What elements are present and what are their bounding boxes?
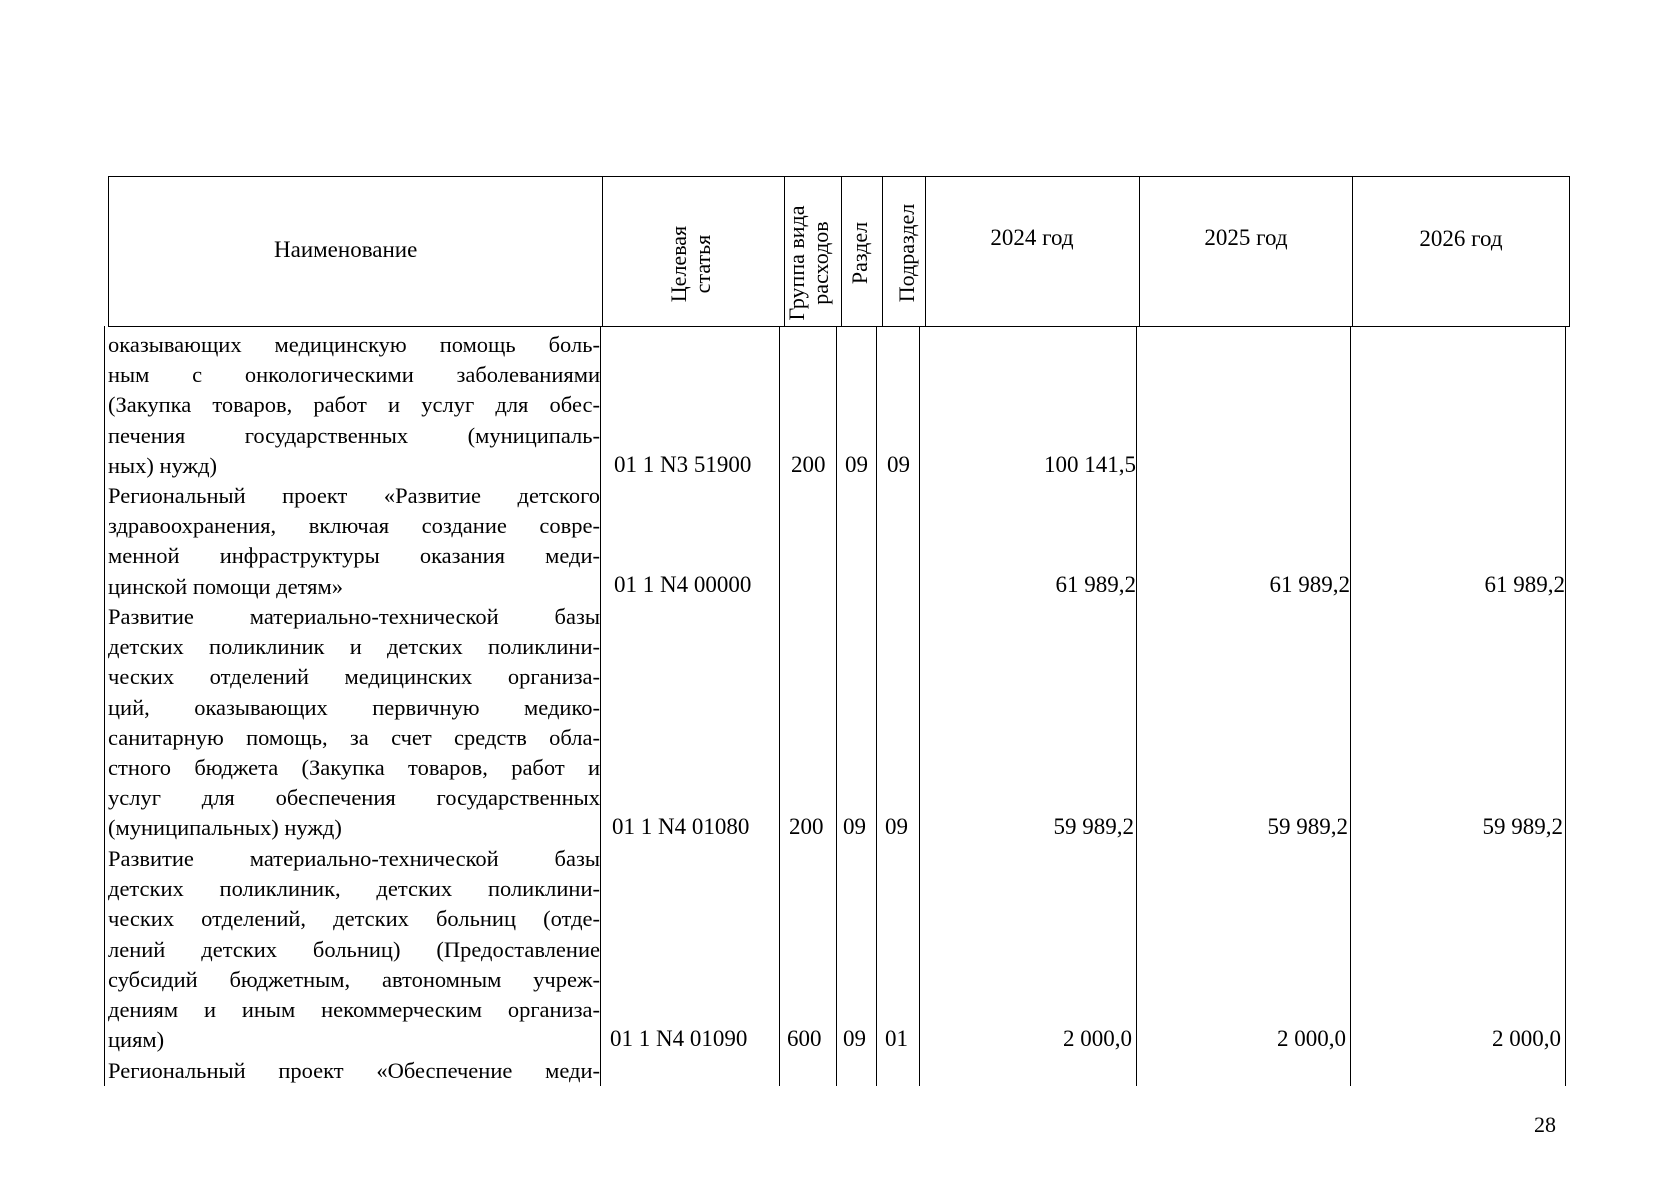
table-row-name: Региональный проект «Развитие детского здравоохранения, включая создание совре- менной инфраструктуры оказания меди- цинской помощи детям» [108,483,600,599]
header-target-article: Целевая статья [666,225,715,303]
table-row-name: Региональный проект «Обеспечение меди- [108,1058,600,1083]
row-section: 09 [843,814,866,839]
table-row-name: Развитие материально-технической базы детских поликлиник и детских поликлини- ческих отделений медицинских организа- ций, оказывающих первичную медико- санитарную помощь, за счет средств обла- стного бюджета (Закупка товаров, работ и услуг для обеспечения государственных (муниципальных) нужд) [108,604,600,841]
row-code: 01 1 N4 00000 [614,572,752,597]
row-amount-2025: 59 989,2 [1267,814,1348,839]
header-divider [925,176,926,327]
header-year-2024: 2024 год [990,225,1074,250]
header-year-2026: 2026 год [1419,226,1503,251]
row-amount-2024: 100 141,5 [1044,452,1136,477]
header-divider [841,176,842,327]
header-name: Наименование [274,237,418,262]
row-subsection: 01 [885,1026,908,1051]
header-divider [1569,176,1570,327]
row-amount-2024: 59 989,2 [1053,814,1134,839]
column-divider [876,326,877,1086]
row-amount-2024: 61 989,2 [1055,572,1136,597]
row-subsection: 09 [885,814,908,839]
header-subsection: Подраздел [894,203,919,303]
column-divider [1350,326,1351,1086]
header-divider [1352,176,1353,327]
header-divider [108,176,109,327]
header-divider [602,176,603,327]
row-subsection: 09 [887,452,910,477]
row-code: 01 1 N4 01090 [610,1026,748,1051]
column-divider [919,326,920,1086]
row-section: 09 [843,1026,866,1051]
row-amount-2026: 61 989,2 [1484,572,1565,597]
column-divider [104,326,105,1086]
row-group: 200 [791,452,826,477]
row-section: 09 [845,452,868,477]
header-divider [1139,176,1140,327]
row-code: 01 1 N4 01080 [612,814,750,839]
column-divider [600,326,601,1086]
header-expense-group: Группа вида расходов [784,205,833,321]
header-year-2025: 2025 год [1204,225,1288,250]
table-row-name: оказывающих медицинскую помощь боль- ным с онкологическими заболеваниями (Закупка товаров, работ и услуг для обес- печения государственных (муниципаль- ных) нужд) [108,332,600,478]
header-divider [882,176,883,327]
row-amount-2026: 59 989,2 [1482,814,1563,839]
row-amount-2025: 61 989,2 [1269,572,1350,597]
column-divider [1136,326,1137,1086]
row-code: 01 1 N3 51900 [614,452,752,477]
row-group: 600 [787,1026,822,1051]
header-section: Раздел [847,221,872,285]
row-group: 200 [789,814,824,839]
page-number: 28 [1534,1112,1556,1137]
row-amount-2026: 2 000,0 [1492,1026,1561,1051]
row-amount-2024: 2 000,0 [1063,1026,1132,1051]
row-amount-2025: 2 000,0 [1277,1026,1346,1051]
column-divider [1565,326,1566,1086]
column-divider [779,326,780,1086]
table-row-name: Развитие материально-технической базы детских поликлиник, детских поликлини- ческих отделений, детских больниц (отде- лений детских больниц) (Предоставление субсидий бюджетным, автономным учреж- дениям и иным некоммерческим организа- циям) [108,846,600,1053]
header-top-border [108,176,1570,177]
column-divider [836,326,837,1086]
